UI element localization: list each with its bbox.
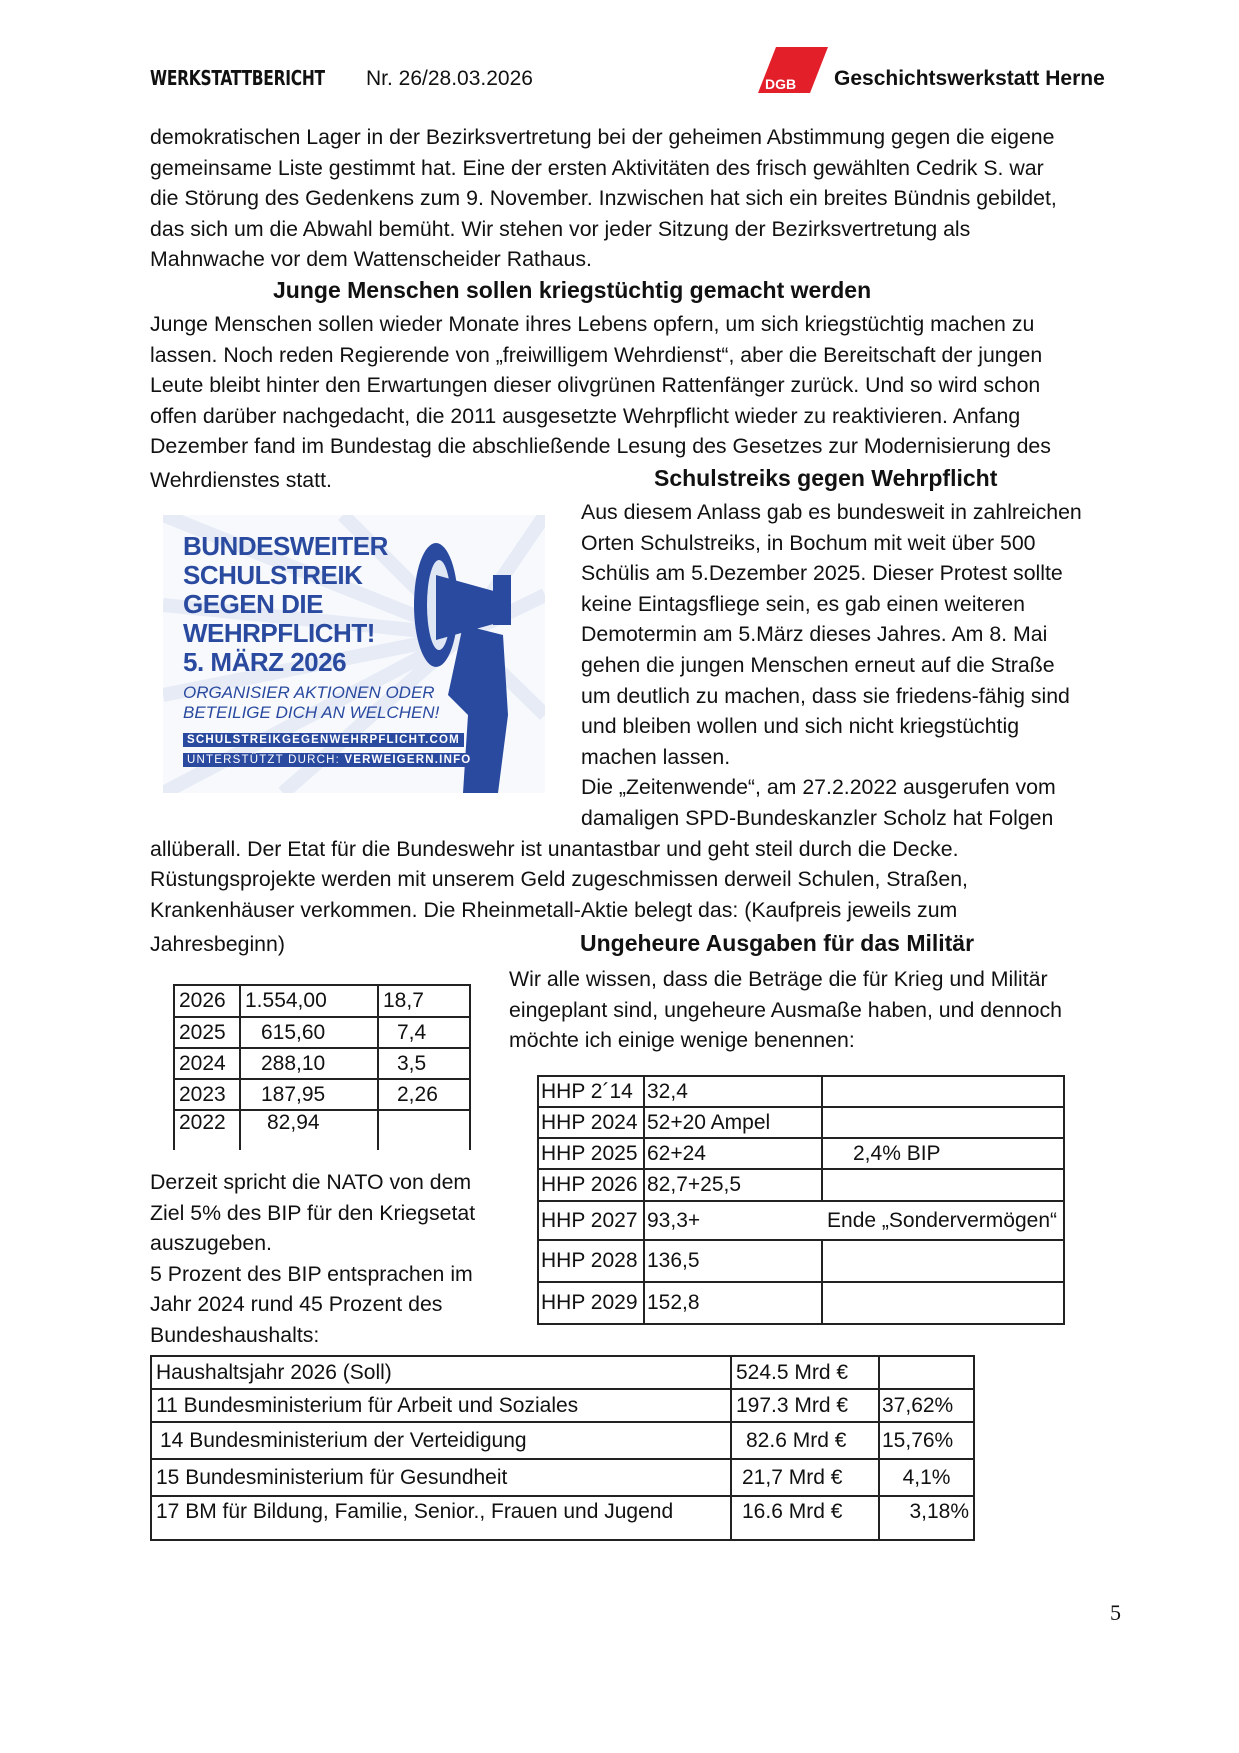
hhp-amount-cell: 136,5	[644, 1240, 822, 1282]
factor-cell: 2,26	[378, 1079, 470, 1110]
nato-line: Ziel 5% des BIP für den Kriegsetat	[150, 1200, 476, 1225]
intro-line: die Störung des Gedenkens zum 9. November. Inzwischen hat sich ein breites Bündnis gebildet,	[150, 186, 1057, 211]
section-heading-schulstreiks: Schulstreiks gegen Wehrpflicht	[654, 465, 998, 491]
year-cell: 2025	[174, 1017, 240, 1048]
hhp-amount-cell: 32,4	[644, 1076, 822, 1107]
newsletter-title: WERKSTATTBERICHT	[150, 66, 325, 90]
paragraph-line: Junge Menschen sollen wieder Monate ihres Lebens opfern, um sich kriegstüchtig machen zu	[150, 312, 1035, 336]
share-cell: 4,1%	[879, 1459, 974, 1496]
hhp-amount-cell: 52+20 Ampel	[644, 1107, 822, 1138]
table-row	[151, 1389, 974, 1422]
poster-subline: BETEILIGE DICH AN WELCHEN!	[183, 703, 440, 722]
share-cell	[879, 1356, 974, 1389]
price-cell: 288,10	[240, 1048, 378, 1079]
nato-line: Jahr 2024 rund 45 Prozent des	[150, 1292, 443, 1317]
table-row	[538, 1107, 1064, 1138]
table-row	[174, 1079, 470, 1110]
hhp-amount-cell: 62+24	[644, 1138, 822, 1169]
paragraph-line: und bleiben wollen und sich nicht kriegstüchtig	[581, 714, 1020, 739]
poster-support	[183, 753, 475, 767]
paragraph-line: eingeplant sind, ungeheure Ausmaße haben, und dennoch	[509, 997, 1062, 1022]
section-heading-ausgaben: Ungeheure Ausgaben für das Militär	[580, 930, 975, 956]
section-heading-kriegstuechtig: Junge Menschen sollen kriegstüchtig gemacht werden	[273, 277, 872, 303]
year-cell: 2026	[174, 985, 240, 1017]
hhp-note: Ende „Sondervermögen“	[827, 1208, 1057, 1232]
intro-line: demokratischen Lager in der Bezirksvertretung bei der geheimen Abstimmung gegen die eigene	[150, 125, 1055, 149]
hhp-year-cell: HHP 2´14	[538, 1076, 644, 1107]
table-row	[174, 1048, 470, 1079]
paragraph-line: offen darüber nachgedacht, die 2011 ausgesetzte Wehrpflicht wieder zu reaktivieren. Anfang	[150, 403, 1021, 428]
paragraph-line: Orten Schulstreiks, in Bochum mit weit über 500	[581, 530, 1036, 555]
page-number: 5	[1110, 1600, 1121, 1625]
share-cell: 15,76%	[879, 1422, 974, 1459]
ministry-cell: 17 BM für Bildung, Familie, Senior., Frauen und Jugend	[151, 1496, 731, 1540]
hhp-amount-cell: 82,7+25,5	[644, 1169, 822, 1201]
table-row	[174, 985, 470, 1017]
price-cell: 82,94	[240, 1110, 378, 1150]
factor-cell: 3,5	[378, 1048, 470, 1079]
hhp-military-budget-table	[537, 1075, 1065, 1325]
factor-cell: 18,7	[378, 985, 470, 1017]
poster-date: 5. MÄRZ 2026	[183, 647, 347, 677]
nato-line: Derzeit spricht die NATO von dem	[150, 1170, 472, 1194]
amount-cell: 82.6 Mrd €	[731, 1422, 879, 1459]
hhp-note-cell	[822, 1240, 1064, 1282]
paragraph-line: Die „Zeitenwende“, am 27.2.2022 ausgerufen vom	[581, 775, 1056, 800]
ministry-cell: Haushaltsjahr 2026 (Soll)	[151, 1356, 731, 1389]
ministry-cell: 15 Bundesministerium für Gesundheit	[151, 1459, 731, 1496]
poster-support-prefix: UNTERSTÜTZT DURCH:	[187, 754, 340, 766]
schulstreik-poster	[163, 515, 545, 793]
poster-headline: SCHULSTREIK	[183, 560, 363, 590]
paragraph-line: Rüstungsprojekte werden mit unserem Geld zugeschmissen derweil Schulen, Straßen,	[150, 867, 968, 892]
hhp-year-cell: HHP 2027	[538, 1201, 644, 1240]
hhp-note-cell	[822, 1107, 1064, 1138]
share-cell: 3,18%	[879, 1496, 974, 1540]
table-row	[151, 1422, 974, 1459]
hhp-year-cell: HHP 2024	[538, 1107, 644, 1138]
paragraph-line: keine Eintagsfliege sein, es gab einen weiteren	[581, 591, 1025, 616]
paragraph-line: Krankenhäuser verkommen. Die Rheinmetall-Aktie belegt das: (Kaufpreis jeweils zum	[150, 897, 958, 922]
hhp-note-cell: 2,4% BIP	[822, 1138, 1064, 1169]
ministry-cell: 14 Bundesministerium der Verteidigung	[151, 1422, 731, 1459]
hhp-amount-cell: 152,8	[644, 1282, 822, 1324]
paragraph-line: Jahresbeginn)	[150, 932, 285, 956]
intro-line: Mahnwache vor dem Wattenscheider Rathaus.	[150, 247, 592, 272]
table-row	[538, 1240, 1064, 1282]
hhp-year-cell: HHP 2029	[538, 1282, 644, 1324]
paragraph-line: Leute bleibt hinter den Erwartungen dieser olivgrünen Rattenfänger zurück. Und so wird schon	[150, 373, 1041, 398]
amount-cell: 524.5 Mrd €	[731, 1356, 879, 1389]
paragraph-line: machen lassen.	[581, 744, 731, 769]
rheinmetall-share-table	[173, 984, 471, 1150]
hhp-note-cell	[822, 1282, 1064, 1324]
paragraph-line: gehen die jungen Menschen erneut auf die Straße	[581, 653, 1055, 677]
paragraph-line: möchte ich einige wenige benennen:	[509, 1028, 855, 1053]
paragraph-line: um deutlich zu machen, dass sie friedens-fähig sind	[581, 683, 1070, 708]
amount-cell: 197.3 Mrd €	[731, 1389, 879, 1422]
factor-cell: 7,4	[378, 1017, 470, 1048]
share-cell: 37,62%	[879, 1389, 974, 1422]
organization-name: Geschichtswerkstatt Herne	[834, 67, 1105, 90]
intro-line: gemeinsame Liste gestimmt hat. Eine der ersten Aktivitäten des frisch gewählten Cedrik S. war	[150, 155, 1044, 180]
intro-line: das sich um die Abwahl bemüht. Wir stehen vor jeder Sitzung der Bezirksvertretung als	[150, 216, 971, 241]
paragraph-line: Schülis am 5.Dezember 2025. Dieser Protest sollte	[581, 561, 1063, 586]
year-cell: 2024	[174, 1048, 240, 1079]
poster-url: SCHULSTREIKGEGENWEHRPFLICHT.COM	[183, 733, 464, 747]
nato-line: 5 Prozent des BIP entsprachen im	[150, 1261, 473, 1286]
table-row	[151, 1496, 974, 1540]
paragraph-line: Wehrdienstes statt.	[150, 468, 332, 492]
poster-headline: BUNDESWEITER	[183, 531, 388, 561]
price-cell: 187,95	[240, 1079, 378, 1110]
hhp-amount: 93,3+	[647, 1208, 701, 1232]
price-cell: 615,60	[240, 1017, 378, 1048]
hhp-year-cell: HHP 2028	[538, 1240, 644, 1282]
hhp-amount-cell	[644, 1201, 1064, 1240]
amount-cell: 16.6 Mrd €	[731, 1496, 879, 1540]
poster-subline: ORGANISIER AKTIONEN ODER	[183, 683, 435, 702]
paragraph-line: lassen. Noch reden Regierende von „freiwilligem Wehrdienst“, aber die Bereitschaft der jungen	[150, 342, 1043, 367]
table-row	[174, 1110, 470, 1150]
year-cell: 2023	[174, 1079, 240, 1110]
factor-cell	[378, 1110, 470, 1150]
amount-cell: 21,7 Mrd €	[731, 1459, 879, 1496]
paragraph-line: Dezember fand im Bundestag die abschließende Lesung des Gesetzes zur Modernisierung des	[150, 434, 1051, 459]
table-row	[151, 1356, 974, 1389]
nato-line: Bundeshaushalts:	[150, 1323, 320, 1347]
paragraph-line: damaligen SPD-Bundeskanzler Scholz hat Folgen	[581, 806, 1054, 830]
hhp-note-cell	[822, 1076, 1064, 1107]
hhp-note-cell	[822, 1169, 1064, 1201]
price-cell: 1.554,00	[240, 985, 378, 1017]
paragraph-line: Wir alle wissen, dass die Beträge die für Krieg und Militär	[509, 967, 1048, 991]
table-row	[538, 1076, 1064, 1107]
paragraph-line: Demotermin am 5.März dieses Jahres. Am 8. Mai	[581, 622, 1048, 647]
paragraph-line: allüberall. Der Etat für die Bundeswehr ist unantastbar und geht steil durch die Decke.	[150, 836, 959, 861]
hhp-year-cell: HHP 2026	[538, 1169, 644, 1201]
table-row	[538, 1282, 1064, 1324]
poster-support-url: VERWEIGERN.INFO	[344, 754, 472, 766]
poster-headline: GEGEN DIE	[183, 589, 323, 619]
table-row	[174, 1017, 470, 1048]
poster-headline: WEHRPFLICHT!	[183, 618, 375, 648]
year-cell: 2022	[174, 1110, 240, 1150]
table-row	[538, 1201, 1064, 1240]
table-row	[538, 1138, 1064, 1169]
dgb-logo-icon	[758, 47, 828, 93]
table-row	[538, 1169, 1064, 1201]
federal-budget-table	[150, 1355, 975, 1541]
logo-text: DGB	[765, 76, 797, 92]
table-row	[151, 1459, 974, 1496]
nato-line: auszugeben.	[150, 1231, 272, 1256]
paragraph-line: Aus diesem Anlass gab es bundesweit in zahlreichen	[581, 500, 1082, 524]
ministry-cell: 11 Bundesministerium für Arbeit und Soziales	[151, 1389, 731, 1422]
issue-number: Nr. 26/28.03.2026	[366, 67, 533, 90]
hhp-year-cell: HHP 2025	[538, 1138, 644, 1169]
